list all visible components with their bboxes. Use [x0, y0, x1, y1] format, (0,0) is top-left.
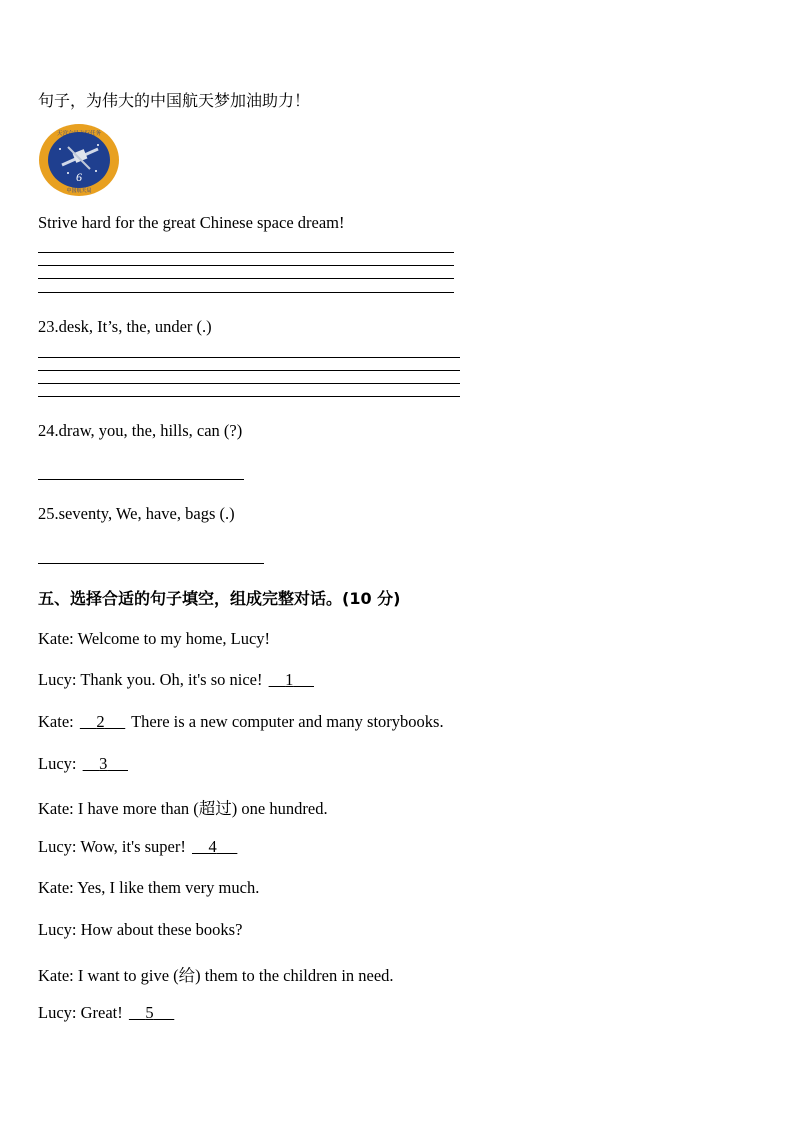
question-number: 23. — [38, 317, 59, 336]
answer-line — [38, 370, 460, 371]
dialogue-text: Welcome to my home, Lucy! — [77, 629, 271, 648]
dialogue-line — [38, 629, 270, 649]
section-5-heading: 五、选择合适的句子填空，组成完整对话。(10 分) — [38, 589, 401, 608]
answer-line — [38, 292, 454, 293]
speaker: Lucy: — [38, 754, 77, 773]
answer-blank[interactable] — [81, 754, 130, 774]
speaker: Lucy: — [38, 920, 77, 939]
blank-number: 2 — [96, 712, 105, 731]
dialogue-text: How about these books? — [80, 920, 243, 939]
speaker: Kate: — [38, 712, 74, 731]
dialogue-text: There is a new computer and many storybooks. — [131, 712, 444, 731]
speaker: Kate: — [38, 878, 74, 897]
answer-blank[interactable] — [127, 1003, 176, 1023]
dialogue-text: Great! — [80, 1003, 123, 1022]
answer-line — [38, 278, 454, 279]
badge-top-text: 天宫六号飞行任务 — [56, 131, 102, 137]
blank-number: 1 — [285, 670, 294, 689]
answer-line — [38, 383, 460, 384]
dialogue-line — [38, 795, 328, 819]
dialogue-text: Yes, I like them very much. — [77, 878, 260, 897]
dialogue-line — [38, 837, 239, 857]
answer-line — [38, 396, 460, 397]
dialogue-text: I want to give (给) them to the children in need. — [77, 966, 394, 985]
dialogue-line — [38, 962, 394, 986]
answer-blank[interactable] — [78, 712, 127, 732]
speaker: Kate: — [38, 629, 74, 648]
blank-number: 4 — [208, 837, 217, 856]
question-number: 25. — [38, 504, 59, 523]
dialogue-line — [38, 712, 444, 732]
badge-number: 6 — [76, 170, 82, 184]
question-text: draw, you, the, hills, can (?) — [58, 421, 243, 440]
answer-line — [38, 265, 454, 266]
dialogue-text: I have more than (超过) one hundred. — [77, 799, 328, 818]
answer-line — [38, 563, 264, 564]
answer-line — [38, 479, 244, 480]
question-23 — [38, 317, 212, 337]
speaker: Lucy: — [38, 1003, 77, 1022]
speaker: Kate: — [38, 799, 74, 818]
dialogue-text: Wow, it's super! — [80, 837, 186, 856]
dialogue-line — [38, 1003, 176, 1023]
dialogue-line — [38, 920, 242, 940]
mission-badge-icon — [38, 123, 120, 197]
speaker: Lucy: — [38, 837, 77, 856]
question-text: desk, It’s, the, under (.) — [58, 317, 212, 336]
dialogue-line — [38, 754, 130, 774]
speaker: Lucy: — [38, 670, 77, 689]
question-24 — [38, 421, 242, 441]
intro-chinese-text: 句子，为伟大的中国航天梦加油助力！ — [38, 91, 311, 110]
intro-english-text: Strive hard for the great Chinese space dream! — [38, 213, 345, 232]
answer-line — [38, 252, 454, 253]
blank-number: 5 — [145, 1003, 154, 1022]
blank-number: 3 — [99, 754, 108, 773]
dialogue-line — [38, 878, 259, 898]
question-number: 24. — [38, 421, 59, 440]
answer-line — [38, 357, 460, 358]
speaker: Kate: — [38, 966, 74, 985]
dialogue-text: Thank you. Oh, it's so nice! — [80, 670, 263, 689]
question-25 — [38, 504, 235, 524]
badge-bottom-text: 中国航天局 — [66, 188, 92, 194]
answer-blank[interactable] — [267, 670, 316, 690]
question-text: seventy, We, have, bags (.) — [58, 504, 235, 523]
answer-blank[interactable] — [190, 837, 239, 857]
dialogue-line — [38, 670, 316, 690]
